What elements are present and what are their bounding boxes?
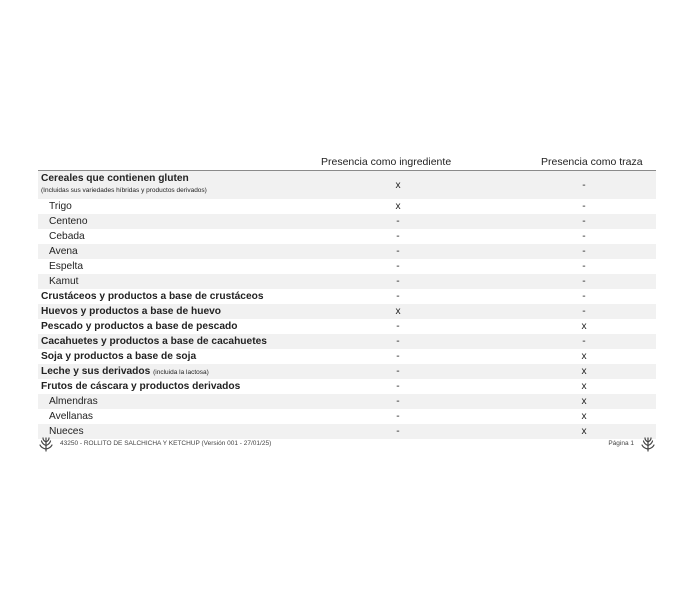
row-label: Almendras (49, 396, 98, 407)
row-label: Soja y productos a base de soja (41, 351, 197, 362)
table-row (38, 409, 656, 424)
table-row (38, 171, 656, 199)
row-label: Avellanas (49, 411, 93, 422)
table-row (38, 379, 656, 394)
row-label: Nueces (49, 426, 84, 437)
row-label: Espelta (49, 261, 83, 272)
trace-mark: - (582, 261, 586, 272)
row-label: Crustáceos y productos a base de crustáceos (41, 291, 264, 302)
row-label: Cebada (49, 231, 85, 242)
ingredient-mark: x (395, 306, 401, 317)
trace-mark: - (582, 336, 586, 347)
page-footer (38, 436, 656, 454)
trace-mark: x (581, 381, 587, 392)
trace-mark: x (581, 366, 587, 377)
ingredient-mark: - (396, 276, 400, 287)
ingredient-mark: - (396, 351, 400, 362)
header-ingredient: Presencia como ingrediente (321, 156, 452, 168)
footer-document-label: 43250 - ROLLITO DE SALCHICHA Y KETCHUP (Versión 001 - 27/01/25) (60, 440, 272, 447)
ingredient-mark: - (396, 336, 400, 347)
table-row (38, 364, 656, 379)
trace-mark: - (582, 231, 586, 242)
row-label: Frutos de cáscara y productos derivados (41, 381, 241, 392)
ingredient-mark: - (396, 246, 400, 257)
trace-mark: - (582, 291, 586, 302)
row-label: Centeno (49, 216, 88, 227)
table-row (38, 274, 656, 289)
table-row (38, 304, 656, 319)
table-row (38, 289, 656, 304)
table-row (38, 259, 656, 274)
table-row (38, 334, 656, 349)
row-label: Cereales que contienen gluten (41, 173, 189, 184)
ingredient-mark: - (396, 381, 400, 392)
table-row (38, 349, 656, 364)
row-label: Avena (49, 246, 78, 257)
trace-mark: - (582, 180, 586, 191)
table-row (38, 199, 656, 214)
wheat-icon (38, 436, 54, 452)
trace-mark: x (581, 411, 587, 422)
row-note: (Incluidas sus variedades híbridas y productos derivados) (41, 187, 207, 194)
ingredient-mark: - (396, 426, 400, 437)
row-label: Cacahuetes y productos a base de cacahuetes (41, 336, 267, 347)
trace-mark: - (582, 276, 586, 287)
page-number: Página 1 (608, 440, 634, 447)
row-note: (incluida la lactosa) (153, 369, 209, 376)
header-trace: Presencia como traza (541, 156, 643, 168)
trace-mark: - (582, 246, 586, 257)
ingredient-mark: - (396, 411, 400, 422)
table-row (38, 244, 656, 259)
ingredient-mark: - (396, 321, 400, 332)
ingredient-mark: x (395, 180, 401, 191)
row-label: Kamut (49, 276, 79, 287)
table-row (38, 319, 656, 334)
table-row (38, 214, 656, 229)
ingredient-mark: - (396, 261, 400, 272)
ingredient-mark: - (396, 231, 400, 242)
allergen-table (38, 154, 656, 439)
row-label: Leche y sus derivados (41, 366, 151, 377)
trace-mark: - (582, 216, 586, 227)
row-label: Pescado y productos a base de pescado (41, 321, 238, 332)
row-label: Trigo (49, 201, 72, 212)
ingredient-mark: - (396, 366, 400, 377)
trace-mark: x (581, 396, 587, 407)
trace-mark: - (582, 201, 586, 212)
ingredient-mark: - (396, 216, 400, 227)
table-row (38, 229, 656, 244)
trace-mark: - (582, 306, 586, 317)
row-label: Huevos y productos a base de huevo (41, 306, 222, 317)
ingredient-mark: - (396, 291, 400, 302)
ingredient-mark: x (395, 201, 401, 212)
trace-mark: x (581, 426, 587, 437)
ingredient-mark: - (396, 396, 400, 407)
table-header (38, 154, 656, 169)
trace-mark: x (581, 321, 587, 332)
table-row (38, 394, 656, 409)
wheat-icon (640, 436, 656, 452)
trace-mark: x (581, 351, 587, 362)
